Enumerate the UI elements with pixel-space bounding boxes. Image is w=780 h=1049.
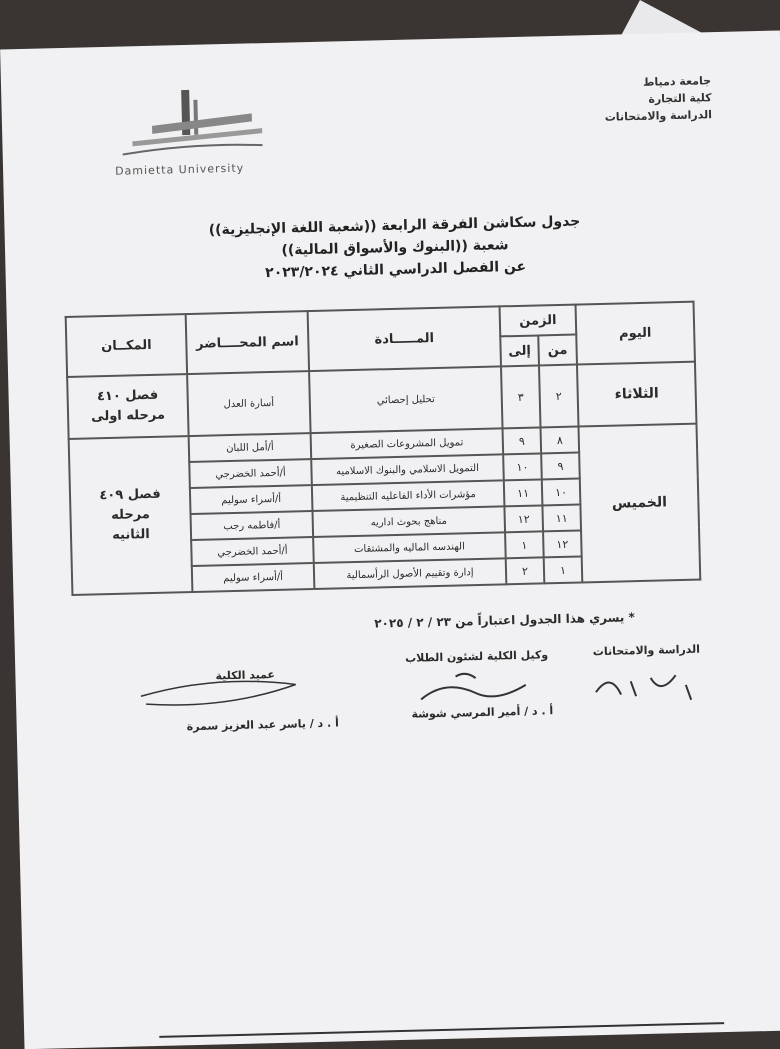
lecturer-cell: أ/أحمد الخضرجي [191,537,314,566]
institution-line-2: كلية التجارة [648,91,712,106]
schedule-table [65,301,702,596]
place-line: الثانيه [112,527,150,543]
from-cell: ٩ [541,453,580,480]
subject-cell: تحليل إحصائي [309,366,502,433]
place-cell [67,374,188,439]
day-cell: الخميس [579,424,701,583]
header-lecturer: اسم المحــــاضر [186,311,309,374]
lecturer-cell: أ/فاطمه رجب [191,511,314,540]
header-place: المكــان [66,314,187,377]
to-cell: ١١ [504,479,543,506]
vice-dean-title: وكيل الكلية لشئون الطلاب [404,648,549,665]
university-name-en: Damietta University [114,161,245,178]
place-line: فصل ٤١٠ [96,387,159,405]
header-time: الزمن [500,305,577,337]
dean-signature-icon [135,672,301,716]
subject-cell: مؤشرات الأداء الفاعليه التنظيمية [312,480,505,511]
lecturer-cell: أ/أمل اللبان [189,433,312,462]
to-cell: ١ [505,531,544,558]
lecturer-cell: أ/أسراء سوليم [190,485,313,514]
lecturer-cell: أسارة العدل [187,371,310,436]
from-cell: ١ [544,556,583,583]
university-logo-icon [111,83,273,172]
from-cell: ٨ [541,427,580,454]
document-title [174,210,615,287]
title-line-2: شعبة ((البنوك والأسواق المالية)) [281,237,509,259]
lecturer-cell: أ/أسراء سوليم [192,563,315,592]
dean-title: عميد الكلية [215,668,276,683]
subject-cell: مناهج بحوث اداريه [312,506,505,537]
header-day: اليوم [576,302,695,365]
place-line: مرحله [110,507,151,523]
place-line: مرحله اولى [91,407,166,425]
subject-cell: إدارة وتقييم الأصول الرأسمالية [314,558,507,589]
vice-dean-signature-icon [415,667,536,710]
to-cell: ٣ [501,365,541,428]
validity-note: * يسري هذا الجدول اعتباراً من ٢٣ / ٢ / ٢٠٢٥ [374,610,635,631]
subject-cell: الهندسه الماليه والمشتقات [313,532,506,563]
from-cell: ٢ [539,365,579,428]
to-cell: ١٠ [503,453,542,480]
to-cell: ٢ [506,557,545,584]
from-cell: ١١ [542,504,581,531]
to-cell: ٩ [503,427,542,454]
from-cell: ١٠ [542,478,581,505]
header-from: من [538,335,577,366]
subject-cell: التمويل الاسلامي والبنوك الاسلاميه [311,454,504,485]
lecturer-cell: أ/أحمد الخضرجي [189,459,312,488]
institution-line-3: الدراسة والامتحانات [604,108,713,124]
place-cell [69,436,193,595]
institution-header [551,72,712,127]
document-page [0,30,780,1049]
vice-dean-name: أ . د / أمير المرسي شوشة [411,704,554,721]
exams-signature-icon [590,665,701,708]
from-cell: ١٢ [543,530,582,557]
exams-signature-title: الدراسة والامتحانات [592,642,701,659]
title-line-3: عن الفصل الدراسي الثاني ٢٠٢٣/٢٠٢٤ [264,258,527,282]
subject-cell: تمويل المشروعات الصغيرة [311,428,504,459]
header-subject: المـــــادة [308,306,501,371]
place-line: فصل ٤٠٩ [99,486,161,504]
to-cell: ١٢ [504,505,543,532]
header-to: إلى [500,335,539,366]
dean-name: أ . د / ياسر عبد العزيز سمرة [186,716,339,734]
title-line-1: جدول سكاشن الفرقة الرابعة ((شعبة اللغة الإنجليزية)) [208,213,581,239]
institution-line-1: جامعة دمياط [642,74,712,89]
footer-divider [159,1022,724,1038]
day-cell: الثلاثاء [577,362,696,427]
